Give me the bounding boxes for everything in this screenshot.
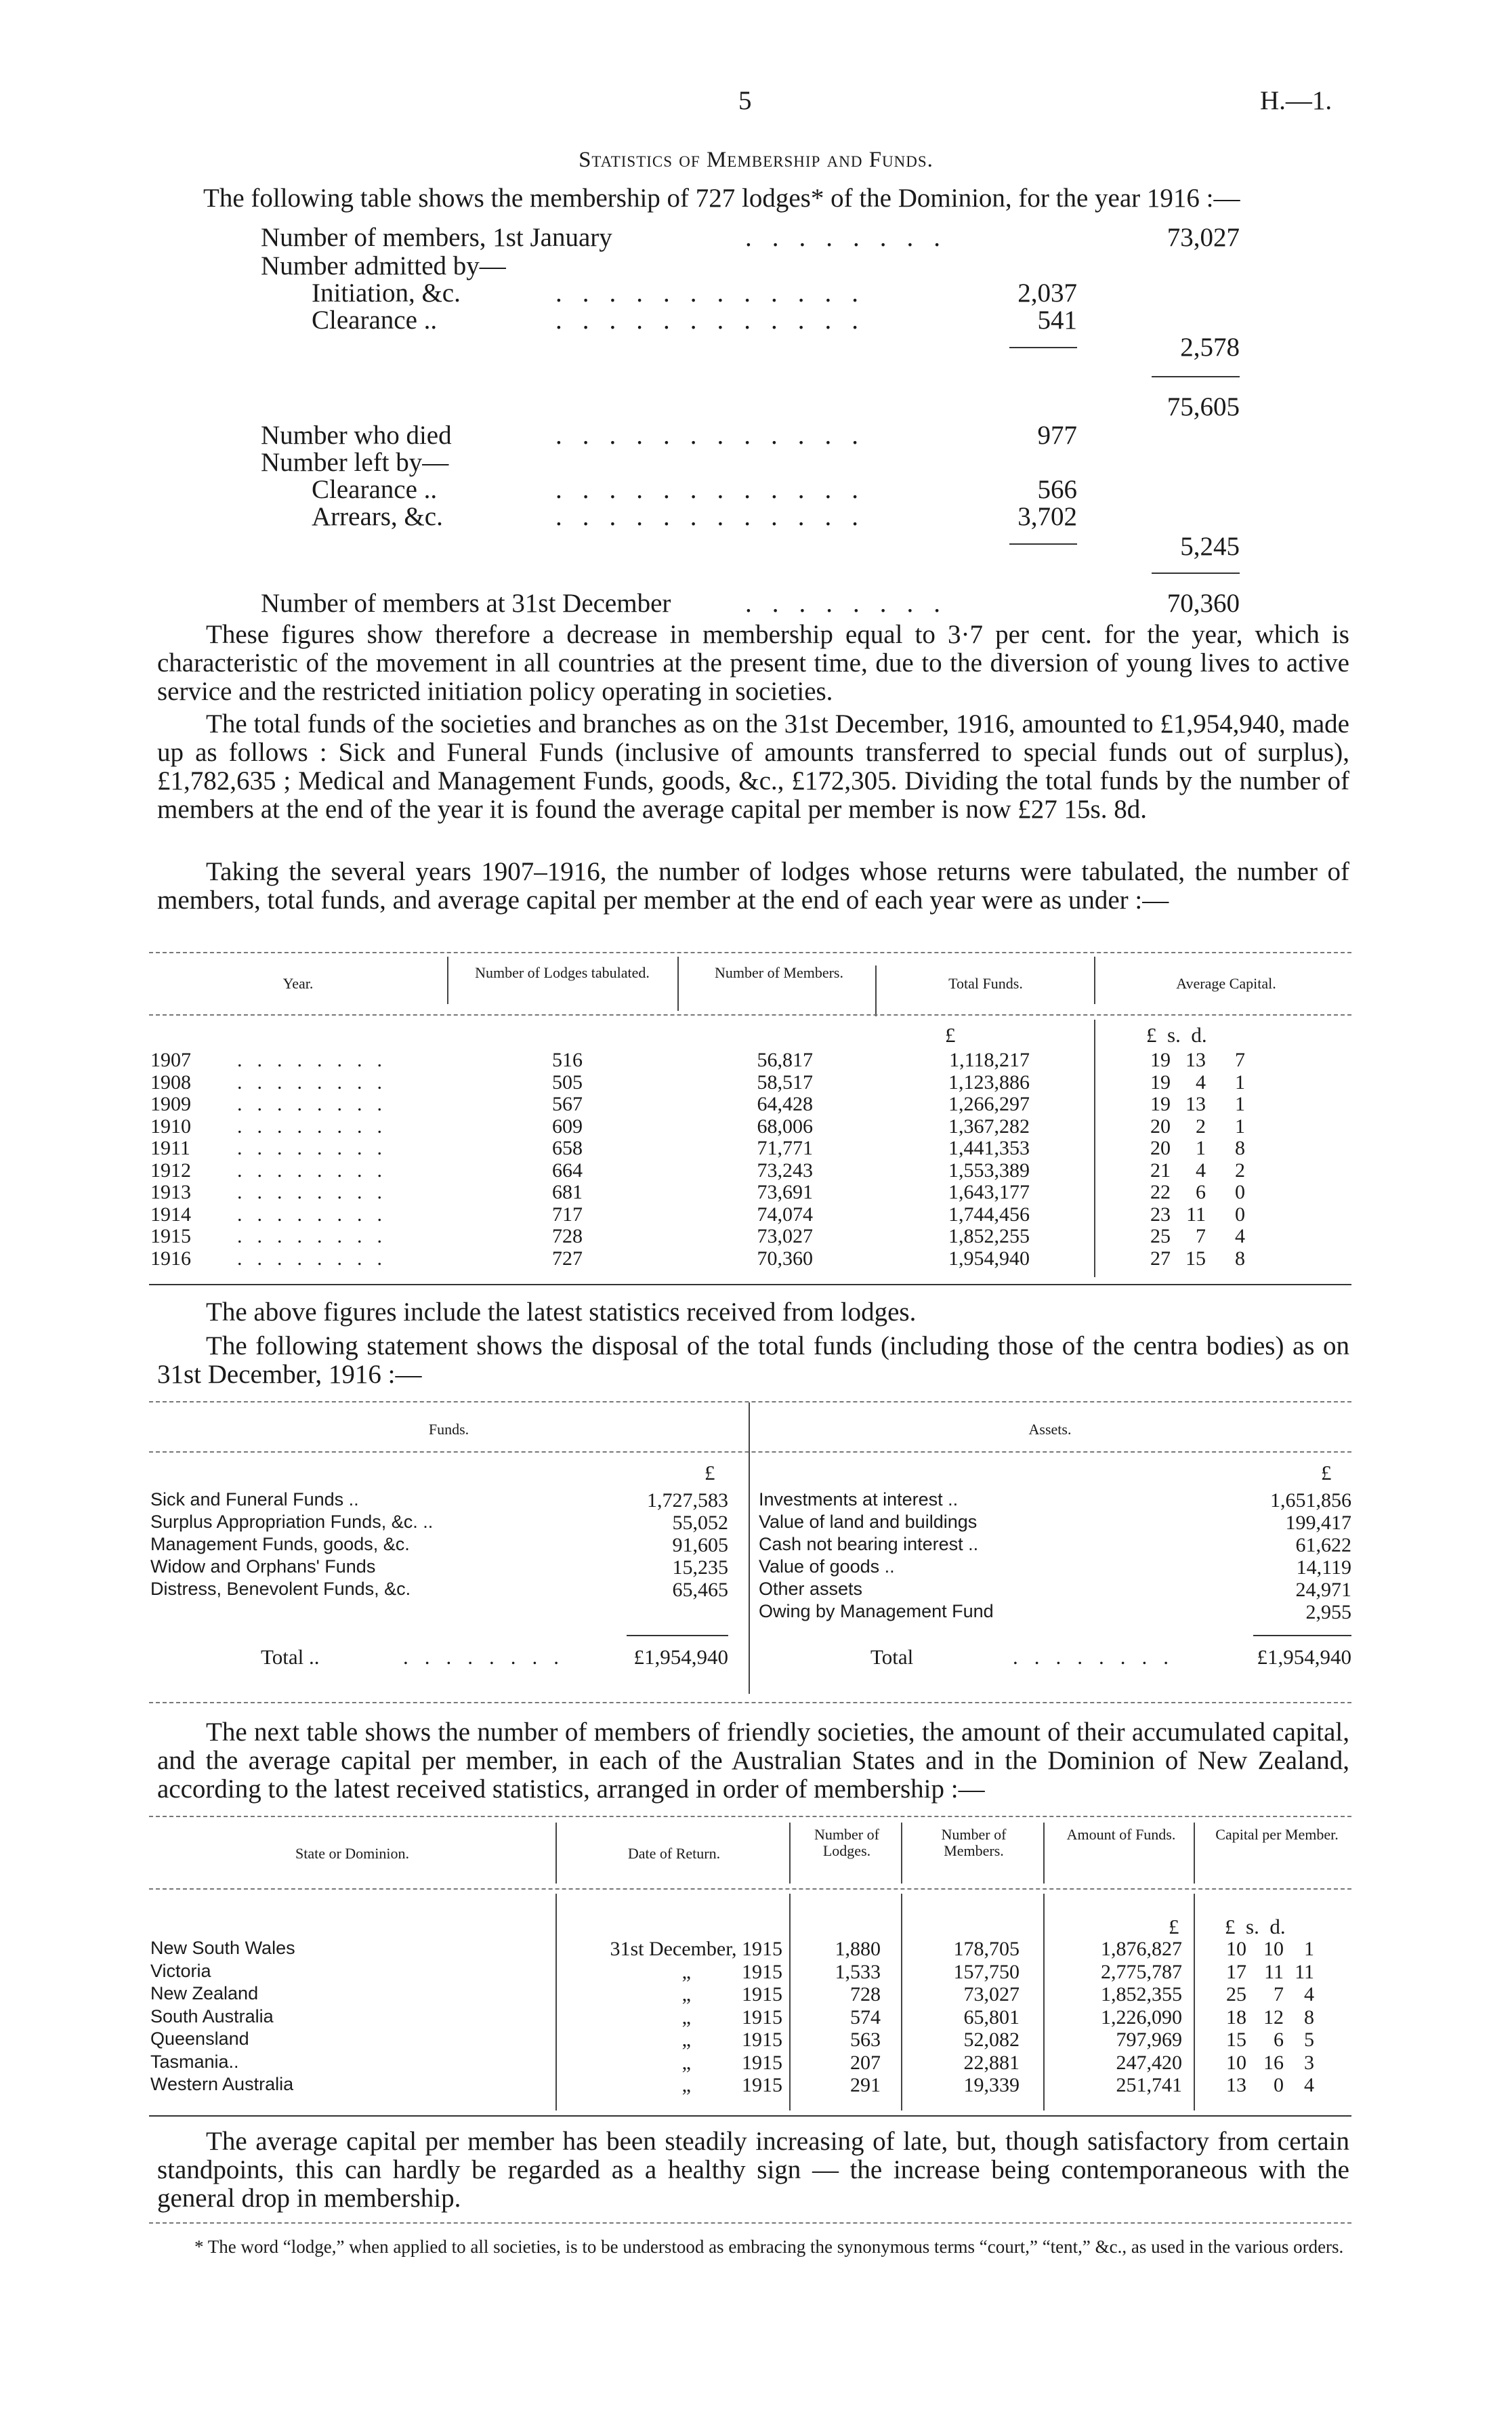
- funds-cell: 247,420: [1116, 2051, 1182, 2074]
- funds-cell: 1,118,217: [949, 1049, 1030, 1071]
- subtotal: 75,605: [1167, 392, 1240, 421]
- leader-dots: ............: [555, 421, 879, 450]
- leader-dots: ........: [237, 1203, 397, 1226]
- header-rule: [149, 1014, 1351, 1016]
- header-lodges: Number of Lodges.: [814, 1826, 879, 1860]
- lodges-cell: 574: [850, 2005, 881, 2029]
- pounds-cell: 22: [1150, 1181, 1171, 1203]
- table-row: [0, 2029, 1512, 2050]
- asset-label: Value of land and buildings: [759, 1512, 978, 1532]
- fund-label: Sick and Funeral Funds ..: [150, 1489, 359, 1510]
- unit-pound: £: [1169, 1915, 1179, 1938]
- header-funds: Amount of Funds.: [1066, 1826, 1176, 1843]
- header-rule: [149, 1451, 1351, 1453]
- leader-dots: ............: [555, 502, 879, 531]
- funds-cell: 1,852,255: [948, 1225, 1030, 1247]
- year-cell: 1909: [150, 1093, 191, 1115]
- header-assets: Assets.: [1028, 1421, 1072, 1438]
- unit-pound: £: [705, 1461, 715, 1484]
- table-bottom-rule: [149, 2115, 1351, 2117]
- table-bottom-rule: [149, 1702, 1351, 1703]
- jan-value: 73,027: [1167, 223, 1240, 252]
- date-cell: „ 1915: [681, 1983, 782, 2005]
- paragraph-next-table: The next table shows the number of members of friendly societies, the amount of their accumulated capital, and the average capital per member, in each of the Australian States and in the Dominion of New Zealand, according to the latest received statistics, arranged in order of membership :—: [157, 1718, 1349, 1804]
- lodges-cell: 727: [552, 1247, 583, 1270]
- leader-dots: ........: [745, 223, 961, 252]
- column-divider: [555, 1823, 557, 1884]
- date-cell: 31st December, 1915: [610, 1938, 782, 1960]
- asset-value: 199,417: [1285, 1512, 1351, 1534]
- rule: [627, 1635, 728, 1636]
- members-cell: 73,243: [757, 1159, 813, 1182]
- header-state: State or Dominion.: [295, 1845, 410, 1862]
- table-row: [0, 1093, 1512, 1115]
- asset-value: 14,119: [1296, 1556, 1351, 1579]
- year-cell: 1907: [150, 1049, 191, 1071]
- rule: [1009, 543, 1077, 545]
- pounds-cell: 19: [1150, 1049, 1171, 1071]
- year-cell: 1916: [150, 1247, 191, 1270]
- pounds-cell: 23: [1150, 1203, 1171, 1226]
- table-row: [0, 1115, 1512, 1137]
- members-cell: 73,691: [757, 1181, 813, 1203]
- shillings-cell: 6: [1196, 1181, 1206, 1203]
- pounds-cell: 19: [1150, 1070, 1171, 1094]
- members-cell: 74,074: [757, 1203, 813, 1226]
- table-row: [0, 1247, 1512, 1269]
- members-cell: 58,517: [757, 1070, 813, 1094]
- table-row: [0, 2052, 1512, 2073]
- header-funds: Total Funds.: [948, 975, 1023, 992]
- lodges-cell: 658: [552, 1137, 583, 1159]
- state-cell: Victoria: [150, 1960, 211, 1981]
- rule: [1152, 573, 1240, 574]
- leader-dots: ........: [237, 1049, 397, 1071]
- pounds-cell: 20: [1150, 1137, 1171, 1159]
- pounds-cell: 17: [1226, 1960, 1246, 1983]
- pence-cell: 8: [1235, 1247, 1245, 1270]
- pence-cell: 4: [1304, 2074, 1314, 2096]
- pounds-cell: 18: [1226, 2005, 1246, 2029]
- clearance-in-value: 541: [1037, 306, 1077, 335]
- asset-label: Owing by Management Fund: [759, 1601, 994, 1621]
- table-row: [0, 2006, 1512, 2028]
- column-divider: [1194, 1823, 1195, 1884]
- shillings-cell: 7: [1196, 1225, 1206, 1247]
- shillings-cell: 12: [1263, 2005, 1284, 2029]
- table-row: [0, 1049, 1512, 1070]
- table-bottom-rule: [149, 1284, 1351, 1285]
- members-cell: 65,801: [963, 2005, 1020, 2029]
- died-label: Number who died: [261, 421, 452, 450]
- clearance-in-label: Clearance ..: [312, 306, 438, 335]
- funds-cell: 1,226,090: [1101, 2005, 1182, 2029]
- pounds-cell: 20: [1150, 1115, 1171, 1138]
- pence-cell: 8: [1304, 2005, 1314, 2029]
- leader-dots: ........: [237, 1181, 397, 1203]
- leader-dots: ............: [555, 306, 879, 335]
- fund-value: 1,727,583: [647, 1489, 728, 1512]
- shillings-cell: 2: [1196, 1115, 1206, 1138]
- date-cell: „ 1915: [681, 2029, 782, 2051]
- leader-dots: ............: [555, 475, 879, 504]
- year-cell: 1913: [150, 1181, 191, 1203]
- arrears-value: 3,702: [1017, 502, 1077, 531]
- members-cell: 178,705: [953, 1938, 1020, 1960]
- pounds-cell: 25: [1150, 1225, 1171, 1247]
- header-members: Number of Members.: [714, 964, 843, 981]
- members-cell: 22,881: [963, 2051, 1020, 2074]
- unit-pound: £: [945, 1023, 956, 1047]
- fund-value: 91,605: [672, 1534, 728, 1556]
- pounds-cell: 19: [1150, 1093, 1171, 1115]
- state-cell: Queensland: [150, 2029, 249, 2049]
- fund-label: Surplus Appropriation Funds, &c. ..: [150, 1512, 434, 1532]
- funds-cell: 251,741: [1116, 2074, 1182, 2096]
- asset-value: 24,971: [1295, 1579, 1351, 1601]
- members-cell: 19,339: [963, 2074, 1020, 2096]
- left-label: Number left by—: [261, 448, 449, 477]
- funds-cell: 797,969: [1116, 2029, 1182, 2051]
- funds-cell: 1,852,355: [1101, 1983, 1182, 2005]
- state-cell: New South Wales: [150, 1938, 295, 1958]
- funds-cell: 1,123,886: [948, 1070, 1030, 1094]
- funds-cell: 1,266,297: [948, 1093, 1030, 1115]
- lodges-cell: 728: [552, 1225, 583, 1247]
- clearance-out-value: 566: [1037, 475, 1077, 504]
- leader-dots: ........: [237, 1225, 397, 1247]
- shillings-cell: 11: [1186, 1203, 1206, 1226]
- leader-dots: ........: [237, 1115, 397, 1138]
- pence-cell: 7: [1235, 1049, 1245, 1071]
- pence-cell: 1: [1235, 1093, 1245, 1115]
- pounds-cell: 25: [1226, 1983, 1246, 2005]
- shillings-cell: 15: [1185, 1247, 1206, 1270]
- pounds-cell: 27: [1150, 1247, 1171, 1270]
- page-number: 5: [738, 86, 752, 115]
- leader-dots: ........: [237, 1159, 397, 1182]
- date-cell: „ 1915: [681, 1960, 782, 1983]
- lodges-cell: 207: [850, 2051, 881, 2074]
- members-cell: 64,428: [757, 1093, 813, 1115]
- fund-label: Management Funds, goods, &c.: [150, 1534, 410, 1554]
- members-cell: 73,027: [757, 1225, 813, 1247]
- shillings-cell: 13: [1185, 1049, 1206, 1071]
- pounds-cell: 10: [1226, 1938, 1246, 1960]
- date-cell: „ 1915: [681, 2074, 782, 2096]
- asset-label: Cash not bearing interest ..: [759, 1534, 979, 1554]
- unit-pound: £: [1321, 1461, 1332, 1484]
- pence-cell: 3: [1304, 2051, 1314, 2074]
- funds-total-label: Total ..: [261, 1645, 320, 1669]
- year-cell: 1911: [150, 1137, 190, 1159]
- died-value: 977: [1037, 421, 1077, 450]
- pence-cell: 1: [1235, 1070, 1245, 1094]
- pounds-cell: 21: [1150, 1159, 1171, 1182]
- paragraph-disposal: The following statement shows the disposal of the total funds (including those of the centra bodies) as on 31st December, 1916 :—: [157, 1331, 1349, 1389]
- header-capital: Average Capital.: [1176, 975, 1276, 992]
- funds-cell: 1,954,940: [948, 1247, 1030, 1270]
- pounds-cell: 15: [1226, 2029, 1246, 2051]
- lodges-cell: 717: [552, 1203, 583, 1226]
- leader-dots: ........: [237, 1137, 397, 1159]
- column-divider: [1043, 1823, 1045, 1884]
- members-cell: 68,006: [757, 1115, 813, 1138]
- table-row: [0, 1512, 1512, 1533]
- pence-cell: 5: [1304, 2029, 1314, 2051]
- table-row: [0, 1489, 1512, 1511]
- lodges-cell: 567: [552, 1093, 583, 1115]
- pence-cell: 1: [1304, 1938, 1314, 1960]
- admitted-label: Number admitted by—: [261, 251, 506, 280]
- table-row: [0, 1181, 1512, 1203]
- header-year: Year.: [282, 975, 314, 992]
- header-capital: Capital per Member.: [1215, 1826, 1339, 1843]
- header-members: Number of Members.: [941, 1826, 1007, 1860]
- year-cell: 1912: [150, 1159, 191, 1182]
- assets-total: £1,954,940: [1257, 1645, 1351, 1669]
- initiation-value: 2,037: [1017, 278, 1077, 308]
- funds-cell: 1,553,389: [948, 1159, 1030, 1182]
- table-row: [0, 1938, 1512, 1959]
- asset-value: 2,955: [1305, 1601, 1351, 1623]
- lodges-cell: 563: [850, 2029, 881, 2051]
- funds-cell: 1,744,456: [948, 1203, 1030, 1226]
- table-row: [0, 1961, 1512, 1982]
- fund-label: Distress, Benevolent Funds, &c.: [150, 1579, 411, 1599]
- table-row: [0, 1225, 1512, 1247]
- table-row: [0, 1556, 1512, 1578]
- rule: [1253, 1635, 1351, 1636]
- footnote: * The word “lodge,” when applied to all societies, is to be understood as embracing the synonymous terms “court,” “tent,” &c., as used in the various orders.: [194, 2237, 1344, 2257]
- table-top-rule: [149, 1816, 1351, 1817]
- fund-value: 55,052: [672, 1512, 728, 1534]
- lodges-cell: 728: [850, 1983, 881, 2005]
- header-funds: Funds.: [428, 1421, 469, 1438]
- funds-cell: 1,643,177: [948, 1181, 1030, 1203]
- shillings-cell: 10: [1263, 1938, 1284, 1960]
- members-cell: 52,082: [963, 2029, 1020, 2051]
- table-row: [0, 1137, 1512, 1159]
- shillings-cell: 11: [1264, 1960, 1284, 1983]
- dec-label: Number of members at 31st December: [261, 589, 671, 618]
- leader-dots: ........: [1013, 1645, 1185, 1669]
- lodges-cell: 609: [552, 1115, 583, 1138]
- leader-dots: ............: [555, 278, 879, 308]
- clearance-out-label: Clearance ..: [312, 475, 438, 504]
- left-total: 5,245: [1180, 532, 1240, 561]
- column-divider: [677, 957, 679, 1011]
- paragraph-years-intro: Taking the several years 1907–1916, the number of lodges whose returns were tabulated, the number of members, total funds, and average capital per member at the end of each year were as under :—: [157, 857, 1349, 915]
- members-cell: 70,360: [757, 1247, 813, 1270]
- paragraph-average-capital: The average capital per member has been steadily increasing of late, but, though satisfactory from certain standpoints, this can hardly be regarded as a healthy sign — the increase being contemporaneous with the general drop in membership.: [157, 2127, 1349, 2213]
- date-cell: „ 1915: [681, 2051, 782, 2074]
- state-cell: New Zealand: [150, 1983, 259, 2003]
- fund-value: 15,235: [672, 1556, 728, 1579]
- date-cell: „ 1915: [681, 2005, 782, 2029]
- column-divider: [1094, 957, 1095, 1004]
- fund-label: Widow and Orphans' Funds: [150, 1556, 376, 1577]
- intro-text: The following table shows the membership of 727 lodges* of the Dominion, for the year 1916 :—: [203, 184, 1240, 213]
- state-cell: Tasmania..: [150, 2051, 239, 2072]
- table-row: [0, 1983, 1512, 2005]
- initiation-label: Initiation, &c.: [312, 278, 461, 308]
- funds-cell: 1,367,282: [948, 1115, 1030, 1138]
- asset-label: Other assets: [759, 1579, 863, 1599]
- asset-value: 61,622: [1295, 1534, 1351, 1556]
- leader-dots: ........: [237, 1247, 397, 1270]
- table-row: [0, 1601, 1512, 1623]
- state-cell: South Australia: [150, 2005, 274, 2026]
- table-row: [0, 2074, 1512, 2096]
- table-row: [0, 1579, 1512, 1600]
- shillings-cell: 7: [1274, 1983, 1284, 2005]
- year-cell: 1914: [150, 1203, 191, 1226]
- shillings-cell: 6: [1274, 2029, 1284, 2051]
- unit-lsd: £ s. d.: [1225, 1915, 1286, 1938]
- members-cell: 56,817: [757, 1049, 813, 1071]
- funds-cell: 1,441,353: [948, 1137, 1030, 1159]
- lodges-cell: 664: [552, 1159, 583, 1182]
- leader-dots: ........: [745, 589, 961, 618]
- table-row: [0, 1159, 1512, 1181]
- asset-label: Investments at interest ..: [759, 1489, 959, 1510]
- fund-value: 65,465: [672, 1579, 728, 1601]
- lodges-cell: 291: [850, 2074, 881, 2096]
- column-divider: [901, 1823, 902, 1884]
- footnote-rule: [149, 2222, 1351, 2224]
- year-cell: 1915: [150, 1225, 191, 1247]
- table-top-rule: [149, 952, 1351, 953]
- asset-value: 1,651,856: [1270, 1489, 1351, 1512]
- shillings-cell: 4: [1196, 1070, 1206, 1094]
- shillings-cell: 16: [1263, 2051, 1284, 2074]
- pence-cell: 4: [1304, 1983, 1314, 2005]
- shillings-cell: 1: [1196, 1137, 1206, 1159]
- admitted-total: 2,578: [1180, 333, 1240, 362]
- column-divider: [875, 965, 877, 1016]
- table-top-rule: [149, 1401, 1351, 1402]
- lodges-cell: 681: [552, 1181, 583, 1203]
- funds-total: £1,954,940: [633, 1645, 728, 1669]
- lodges-cell: 1,533: [835, 1960, 881, 1983]
- paragraph-total-funds: The total funds of the societies and branches as on the 31st December, 1916, amounted to £1,954,940, made up as follows : Sick and Funeral Funds (inclusive of amounts transferred to special funds out of surplus), £1,782,635 ; Medical and Management Funds, goods, &c., £172,305. Dividing the total funds by the number of members at the end of the year it is found the average capital per member is now £27 15s. 8d.: [157, 709, 1349, 824]
- column-divider: [789, 1823, 791, 1884]
- dec-value: 70,360: [1167, 589, 1240, 618]
- table-row: [0, 1203, 1512, 1225]
- arrears-label: Arrears, &c.: [312, 502, 443, 531]
- shillings-cell: 0: [1274, 2074, 1284, 2096]
- unit-lsd: £ s. d.: [1146, 1023, 1207, 1047]
- header-date: Date of Return.: [627, 1845, 721, 1862]
- members-cell: 157,750: [953, 1960, 1020, 1983]
- document-reference: H.—1.: [1260, 86, 1332, 115]
- pence-cell: 8: [1235, 1137, 1245, 1159]
- leader-dots: ........: [237, 1093, 397, 1115]
- asset-label: Value of goods ..: [759, 1556, 895, 1577]
- paragraph-decrease: These figures show therefore a decrease in membership equal to 3·7 per cent. for the year, which is characteristic of the movement in all countries at the present time, due to the diversion of young lives to active service and the restricted initiation policy operating in societies.: [157, 620, 1349, 706]
- pounds-cell: 13: [1226, 2074, 1246, 2096]
- pence-cell: 0: [1235, 1203, 1245, 1226]
- table-row: [0, 1071, 1512, 1093]
- shillings-cell: 4: [1196, 1159, 1206, 1182]
- pence-cell: 0: [1235, 1181, 1245, 1203]
- state-cell: Western Australia: [150, 2074, 294, 2094]
- header-rule: [149, 1888, 1351, 1890]
- pence-cell: 1: [1235, 1115, 1245, 1138]
- year-cell: 1908: [150, 1070, 191, 1094]
- table-row: [0, 1534, 1512, 1556]
- section-title: Statistics of Membership and Funds.: [579, 148, 933, 172]
- header-lodges: Number of Lodges tabulated.: [475, 964, 650, 981]
- shillings-cell: 13: [1185, 1093, 1206, 1115]
- funds-cell: 2,775,787: [1101, 1960, 1182, 1983]
- assets-total-label: Total: [870, 1645, 914, 1669]
- pounds-cell: 10: [1226, 2051, 1246, 2074]
- pence-cell: 2: [1235, 1159, 1245, 1182]
- lodges-cell: 516: [552, 1049, 583, 1071]
- funds-cell: 1,876,827: [1101, 1938, 1182, 1960]
- lodges-cell: 1,880: [835, 1938, 881, 1960]
- paragraph-latest: The above figures include the latest statistics received from lodges.: [206, 1297, 917, 1327]
- leader-dots: ........: [403, 1645, 575, 1669]
- column-divider: [447, 957, 448, 1004]
- year-cell: 1910: [150, 1115, 191, 1138]
- pence-cell: 4: [1235, 1225, 1245, 1247]
- rule: [1152, 376, 1240, 377]
- jan-label: Number of members, 1st January: [261, 223, 612, 252]
- members-cell: 71,771: [757, 1137, 813, 1159]
- lodges-cell: 505: [552, 1070, 583, 1094]
- rule: [1009, 347, 1077, 348]
- pence-cell: 11: [1295, 1960, 1314, 1983]
- members-cell: 73,027: [963, 1983, 1020, 2005]
- leader-dots: ........: [237, 1070, 397, 1094]
